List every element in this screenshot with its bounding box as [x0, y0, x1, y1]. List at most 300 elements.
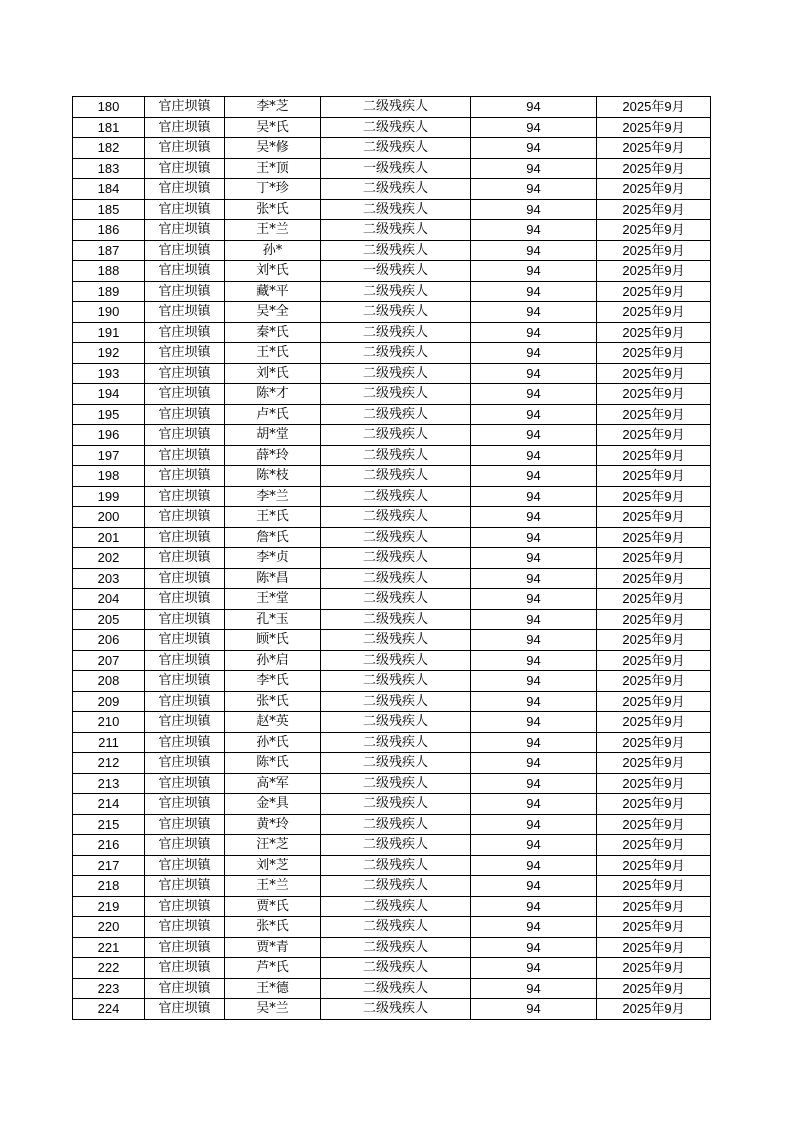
date-cell: 2025年9月 — [597, 384, 711, 405]
town-cell: 官庄坝镇 — [145, 589, 225, 610]
table-row — [73, 199, 711, 220]
table-row — [73, 671, 711, 692]
serial-number-cell: 182 — [73, 138, 145, 159]
amount-cell: 94 — [471, 978, 597, 999]
amount-cell: 94 — [471, 240, 597, 261]
date-cell: 2025年9月 — [597, 999, 711, 1020]
town-cell: 官庄坝镇 — [145, 302, 225, 323]
town-cell: 官庄坝镇 — [145, 712, 225, 733]
disability-category-cell: 二级残疾人 — [321, 384, 471, 405]
serial-number-cell: 197 — [73, 445, 145, 466]
table-row — [73, 281, 711, 302]
table-row — [73, 117, 711, 138]
table-row — [73, 568, 711, 589]
table-row — [73, 445, 711, 466]
table-row — [73, 363, 711, 384]
table-row — [73, 917, 711, 938]
person-name-cell: 吴*全 — [225, 302, 321, 323]
table-row — [73, 630, 711, 651]
serial-number-cell: 204 — [73, 589, 145, 610]
table-row — [73, 794, 711, 815]
town-cell: 官庄坝镇 — [145, 240, 225, 261]
date-cell: 2025年9月 — [597, 507, 711, 528]
person-name-cell: 陈*枝 — [225, 466, 321, 487]
date-cell: 2025年9月 — [597, 835, 711, 856]
amount-cell: 94 — [471, 835, 597, 856]
table-row — [73, 404, 711, 425]
table-row — [73, 896, 711, 917]
date-cell: 2025年9月 — [597, 97, 711, 118]
amount-cell: 94 — [471, 896, 597, 917]
table-row — [73, 958, 711, 979]
table-row — [73, 261, 711, 282]
table-row — [73, 322, 711, 343]
town-cell: 官庄坝镇 — [145, 466, 225, 487]
town-cell: 官庄坝镇 — [145, 999, 225, 1020]
serial-number-cell: 209 — [73, 691, 145, 712]
date-cell: 2025年9月 — [597, 568, 711, 589]
date-cell: 2025年9月 — [597, 281, 711, 302]
town-cell: 官庄坝镇 — [145, 773, 225, 794]
date-cell: 2025年9月 — [597, 527, 711, 548]
serial-number-cell: 184 — [73, 179, 145, 200]
person-name-cell: 贾*青 — [225, 937, 321, 958]
disability-category-cell: 二级残疾人 — [321, 999, 471, 1020]
table-row — [73, 773, 711, 794]
town-cell: 官庄坝镇 — [145, 978, 225, 999]
disability-category-cell: 二级残疾人 — [321, 138, 471, 159]
table-row — [73, 220, 711, 241]
town-cell: 官庄坝镇 — [145, 732, 225, 753]
serial-number-cell: 194 — [73, 384, 145, 405]
amount-cell: 94 — [471, 527, 597, 548]
town-cell: 官庄坝镇 — [145, 199, 225, 220]
disability-category-cell: 二级残疾人 — [321, 712, 471, 733]
person-name-cell: 藏*平 — [225, 281, 321, 302]
person-name-cell: 刘*氏 — [225, 261, 321, 282]
person-name-cell: 汪*芝 — [225, 835, 321, 856]
town-cell: 官庄坝镇 — [145, 958, 225, 979]
date-cell: 2025年9月 — [597, 794, 711, 815]
disability-category-cell: 二级残疾人 — [321, 199, 471, 220]
amount-cell: 94 — [471, 138, 597, 159]
town-cell: 官庄坝镇 — [145, 117, 225, 138]
date-cell: 2025年9月 — [597, 343, 711, 364]
serial-number-cell: 215 — [73, 814, 145, 835]
serial-number-cell: 198 — [73, 466, 145, 487]
town-cell: 官庄坝镇 — [145, 691, 225, 712]
amount-cell: 94 — [471, 302, 597, 323]
disability-category-cell: 二级残疾人 — [321, 507, 471, 528]
town-cell: 官庄坝镇 — [145, 404, 225, 425]
disability-category-cell: 二级残疾人 — [321, 794, 471, 815]
serial-number-cell: 193 — [73, 363, 145, 384]
person-name-cell: 孙* — [225, 240, 321, 261]
date-cell: 2025年9月 — [597, 630, 711, 651]
town-cell: 官庄坝镇 — [145, 138, 225, 159]
serial-number-cell: 187 — [73, 240, 145, 261]
date-cell: 2025年9月 — [597, 958, 711, 979]
disability-category-cell: 二级残疾人 — [321, 855, 471, 876]
table-row — [73, 548, 711, 569]
person-name-cell: 李*兰 — [225, 486, 321, 507]
amount-cell: 94 — [471, 917, 597, 938]
disability-category-cell: 二级残疾人 — [321, 97, 471, 118]
disability-category-cell: 二级残疾人 — [321, 732, 471, 753]
date-cell: 2025年9月 — [597, 445, 711, 466]
date-cell: 2025年9月 — [597, 404, 711, 425]
disability-category-cell: 二级残疾人 — [321, 568, 471, 589]
town-cell: 官庄坝镇 — [145, 425, 225, 446]
amount-cell: 94 — [471, 712, 597, 733]
person-name-cell: 孙*氏 — [225, 732, 321, 753]
date-cell: 2025年9月 — [597, 814, 711, 835]
town-cell: 官庄坝镇 — [145, 671, 225, 692]
date-cell: 2025年9月 — [597, 896, 711, 917]
town-cell: 官庄坝镇 — [145, 363, 225, 384]
disability-category-cell: 二级残疾人 — [321, 363, 471, 384]
table-row — [73, 425, 711, 446]
disability-category-cell: 二级残疾人 — [321, 343, 471, 364]
table-row — [73, 691, 711, 712]
amount-cell: 94 — [471, 404, 597, 425]
amount-cell: 94 — [471, 548, 597, 569]
amount-cell: 94 — [471, 466, 597, 487]
table-row — [73, 384, 711, 405]
town-cell: 官庄坝镇 — [145, 609, 225, 630]
amount-cell: 94 — [471, 363, 597, 384]
date-cell: 2025年9月 — [597, 732, 711, 753]
person-name-cell: 张*氏 — [225, 199, 321, 220]
person-name-cell: 李*氏 — [225, 671, 321, 692]
amount-cell: 94 — [471, 691, 597, 712]
serial-number-cell: 214 — [73, 794, 145, 815]
disability-category-cell: 二级残疾人 — [321, 281, 471, 302]
disability-category-cell: 二级残疾人 — [321, 958, 471, 979]
amount-cell: 94 — [471, 507, 597, 528]
table-row — [73, 138, 711, 159]
serial-number-cell: 207 — [73, 650, 145, 671]
person-name-cell: 贾*氏 — [225, 896, 321, 917]
serial-number-cell: 219 — [73, 896, 145, 917]
town-cell: 官庄坝镇 — [145, 753, 225, 774]
person-name-cell: 王*顶 — [225, 158, 321, 179]
amount-cell: 94 — [471, 220, 597, 241]
table-row — [73, 158, 711, 179]
person-name-cell: 李*芝 — [225, 97, 321, 118]
person-name-cell: 丁*珍 — [225, 179, 321, 200]
serial-number-cell: 191 — [73, 322, 145, 343]
date-cell: 2025年9月 — [597, 589, 711, 610]
table-row — [73, 937, 711, 958]
town-cell: 官庄坝镇 — [145, 384, 225, 405]
date-cell: 2025年9月 — [597, 978, 711, 999]
disability-category-cell: 二级残疾人 — [321, 445, 471, 466]
date-cell: 2025年9月 — [597, 302, 711, 323]
table-row — [73, 999, 711, 1020]
serial-number-cell: 195 — [73, 404, 145, 425]
serial-number-cell: 201 — [73, 527, 145, 548]
table-row — [73, 855, 711, 876]
serial-number-cell: 222 — [73, 958, 145, 979]
disability-category-cell: 二级残疾人 — [321, 302, 471, 323]
amount-cell: 94 — [471, 486, 597, 507]
table-row — [73, 343, 711, 364]
serial-number-cell: 221 — [73, 937, 145, 958]
person-name-cell: 陈*昌 — [225, 568, 321, 589]
serial-number-cell: 192 — [73, 343, 145, 364]
town-cell: 官庄坝镇 — [145, 835, 225, 856]
table-row — [73, 753, 711, 774]
person-name-cell: 吴*修 — [225, 138, 321, 159]
amount-cell: 94 — [471, 794, 597, 815]
date-cell: 2025年9月 — [597, 220, 711, 241]
person-name-cell: 张*氏 — [225, 691, 321, 712]
table-row — [73, 179, 711, 200]
date-cell: 2025年9月 — [597, 466, 711, 487]
serial-number-cell: 188 — [73, 261, 145, 282]
amount-cell: 94 — [471, 158, 597, 179]
person-name-cell: 黄*玲 — [225, 814, 321, 835]
person-name-cell: 王*氏 — [225, 507, 321, 528]
person-name-cell: 陈*才 — [225, 384, 321, 405]
date-cell: 2025年9月 — [597, 917, 711, 938]
amount-cell: 94 — [471, 958, 597, 979]
town-cell: 官庄坝镇 — [145, 486, 225, 507]
town-cell: 官庄坝镇 — [145, 917, 225, 938]
date-cell: 2025年9月 — [597, 876, 711, 897]
person-name-cell: 李*贞 — [225, 548, 321, 569]
amount-cell: 94 — [471, 97, 597, 118]
date-cell: 2025年9月 — [597, 158, 711, 179]
disability-category-cell: 二级残疾人 — [321, 609, 471, 630]
date-cell: 2025年9月 — [597, 363, 711, 384]
date-cell: 2025年9月 — [597, 691, 711, 712]
disability-category-cell: 二级残疾人 — [321, 753, 471, 774]
serial-number-cell: 218 — [73, 876, 145, 897]
amount-cell: 94 — [471, 589, 597, 610]
serial-number-cell: 183 — [73, 158, 145, 179]
serial-number-cell: 202 — [73, 548, 145, 569]
amount-cell: 94 — [471, 999, 597, 1020]
table-row — [73, 302, 711, 323]
disability-category-cell: 二级残疾人 — [321, 814, 471, 835]
serial-number-cell: 217 — [73, 855, 145, 876]
disability-category-cell: 一级残疾人 — [321, 158, 471, 179]
town-cell: 官庄坝镇 — [145, 937, 225, 958]
date-cell: 2025年9月 — [597, 117, 711, 138]
disability-category-cell: 二级残疾人 — [321, 589, 471, 610]
table-row — [73, 589, 711, 610]
disability-category-cell: 二级残疾人 — [321, 773, 471, 794]
serial-number-cell: 208 — [73, 671, 145, 692]
amount-cell: 94 — [471, 117, 597, 138]
table-row — [73, 835, 711, 856]
table-row — [73, 527, 711, 548]
serial-number-cell: 205 — [73, 609, 145, 630]
town-cell: 官庄坝镇 — [145, 794, 225, 815]
disability-category-cell: 二级残疾人 — [321, 404, 471, 425]
table-row — [73, 507, 711, 528]
serial-number-cell: 200 — [73, 507, 145, 528]
serial-number-cell: 206 — [73, 630, 145, 651]
serial-number-cell: 180 — [73, 97, 145, 118]
person-name-cell: 吴*氏 — [225, 117, 321, 138]
amount-cell: 94 — [471, 732, 597, 753]
data-table — [72, 96, 711, 1020]
serial-number-cell: 189 — [73, 281, 145, 302]
disability-category-cell: 二级残疾人 — [321, 876, 471, 897]
amount-cell: 94 — [471, 281, 597, 302]
person-name-cell: 王*堂 — [225, 589, 321, 610]
table-row — [73, 650, 711, 671]
person-name-cell: 吴*兰 — [225, 999, 321, 1020]
town-cell: 官庄坝镇 — [145, 855, 225, 876]
disability-category-cell: 二级残疾人 — [321, 322, 471, 343]
disability-category-cell: 二级残疾人 — [321, 117, 471, 138]
person-name-cell: 顾*氏 — [225, 630, 321, 651]
person-name-cell: 卢*氏 — [225, 404, 321, 425]
disability-category-cell: 二级残疾人 — [321, 630, 471, 651]
table-row — [73, 978, 711, 999]
date-cell: 2025年9月 — [597, 486, 711, 507]
town-cell: 官庄坝镇 — [145, 876, 225, 897]
disability-category-cell: 二级残疾人 — [321, 425, 471, 446]
serial-number-cell: 211 — [73, 732, 145, 753]
town-cell: 官庄坝镇 — [145, 445, 225, 466]
amount-cell: 94 — [471, 753, 597, 774]
amount-cell: 94 — [471, 445, 597, 466]
amount-cell: 94 — [471, 384, 597, 405]
person-name-cell: 张*氏 — [225, 917, 321, 938]
person-name-cell: 薛*玲 — [225, 445, 321, 466]
serial-number-cell: 185 — [73, 199, 145, 220]
town-cell: 官庄坝镇 — [145, 568, 225, 589]
disability-category-cell: 一级残疾人 — [321, 261, 471, 282]
date-cell: 2025年9月 — [597, 753, 711, 774]
date-cell: 2025年9月 — [597, 261, 711, 282]
amount-cell: 94 — [471, 179, 597, 200]
person-name-cell: 胡*堂 — [225, 425, 321, 446]
town-cell: 官庄坝镇 — [145, 281, 225, 302]
amount-cell: 94 — [471, 876, 597, 897]
table-row — [73, 732, 711, 753]
disability-category-cell: 二级残疾人 — [321, 917, 471, 938]
date-cell: 2025年9月 — [597, 650, 711, 671]
amount-cell: 94 — [471, 773, 597, 794]
town-cell: 官庄坝镇 — [145, 179, 225, 200]
date-cell: 2025年9月 — [597, 671, 711, 692]
amount-cell: 94 — [471, 671, 597, 692]
town-cell: 官庄坝镇 — [145, 814, 225, 835]
amount-cell: 94 — [471, 568, 597, 589]
person-name-cell: 芦*氏 — [225, 958, 321, 979]
person-name-cell: 刘*氏 — [225, 363, 321, 384]
table-row — [73, 876, 711, 897]
town-cell: 官庄坝镇 — [145, 527, 225, 548]
serial-number-cell: 196 — [73, 425, 145, 446]
town-cell: 官庄坝镇 — [145, 650, 225, 671]
serial-number-cell: 220 — [73, 917, 145, 938]
serial-number-cell: 213 — [73, 773, 145, 794]
disability-category-cell: 二级残疾人 — [321, 486, 471, 507]
person-name-cell: 陈*氏 — [225, 753, 321, 774]
date-cell: 2025年9月 — [597, 712, 711, 733]
disability-category-cell: 二级残疾人 — [321, 978, 471, 999]
town-cell: 官庄坝镇 — [145, 343, 225, 364]
person-name-cell: 詹*氏 — [225, 527, 321, 548]
date-cell: 2025年9月 — [597, 179, 711, 200]
table-body — [73, 97, 711, 1020]
serial-number-cell: 181 — [73, 117, 145, 138]
amount-cell: 94 — [471, 650, 597, 671]
amount-cell: 94 — [471, 814, 597, 835]
disability-category-cell: 二级残疾人 — [321, 466, 471, 487]
town-cell: 官庄坝镇 — [145, 220, 225, 241]
amount-cell: 94 — [471, 425, 597, 446]
table-row — [73, 609, 711, 630]
person-name-cell: 赵*英 — [225, 712, 321, 733]
serial-number-cell: 186 — [73, 220, 145, 241]
disability-category-cell: 二级残疾人 — [321, 691, 471, 712]
disability-category-cell: 二级残疾人 — [321, 835, 471, 856]
date-cell: 2025年9月 — [597, 855, 711, 876]
amount-cell: 94 — [471, 199, 597, 220]
date-cell: 2025年9月 — [597, 425, 711, 446]
disability-category-cell: 二级残疾人 — [321, 240, 471, 261]
date-cell: 2025年9月 — [597, 240, 711, 261]
date-cell: 2025年9月 — [597, 609, 711, 630]
person-name-cell: 孙*启 — [225, 650, 321, 671]
town-cell: 官庄坝镇 — [145, 158, 225, 179]
serial-number-cell: 216 — [73, 835, 145, 856]
disability-category-cell: 二级残疾人 — [321, 220, 471, 241]
amount-cell: 94 — [471, 855, 597, 876]
serial-number-cell: 199 — [73, 486, 145, 507]
town-cell: 官庄坝镇 — [145, 548, 225, 569]
date-cell: 2025年9月 — [597, 937, 711, 958]
amount-cell: 94 — [471, 630, 597, 651]
disability-category-cell: 二级残疾人 — [321, 527, 471, 548]
amount-cell: 94 — [471, 322, 597, 343]
disability-category-cell: 二级残疾人 — [321, 671, 471, 692]
disability-category-cell: 二级残疾人 — [321, 937, 471, 958]
person-name-cell: 金*具 — [225, 794, 321, 815]
serial-number-cell: 210 — [73, 712, 145, 733]
disability-category-cell: 二级残疾人 — [321, 896, 471, 917]
disability-category-cell: 二级残疾人 — [321, 548, 471, 569]
amount-cell: 94 — [471, 343, 597, 364]
amount-cell: 94 — [471, 609, 597, 630]
town-cell: 官庄坝镇 — [145, 97, 225, 118]
amount-cell: 94 — [471, 261, 597, 282]
date-cell: 2025年9月 — [597, 138, 711, 159]
person-name-cell: 刘*芝 — [225, 855, 321, 876]
serial-number-cell: 223 — [73, 978, 145, 999]
town-cell: 官庄坝镇 — [145, 896, 225, 917]
date-cell: 2025年9月 — [597, 548, 711, 569]
town-cell: 官庄坝镇 — [145, 261, 225, 282]
town-cell: 官庄坝镇 — [145, 322, 225, 343]
person-name-cell: 王*兰 — [225, 220, 321, 241]
date-cell: 2025年9月 — [597, 199, 711, 220]
table-row — [73, 486, 711, 507]
person-name-cell: 王*氏 — [225, 343, 321, 364]
date-cell: 2025年9月 — [597, 322, 711, 343]
person-name-cell: 孔*玉 — [225, 609, 321, 630]
town-cell: 官庄坝镇 — [145, 507, 225, 528]
amount-cell: 94 — [471, 937, 597, 958]
